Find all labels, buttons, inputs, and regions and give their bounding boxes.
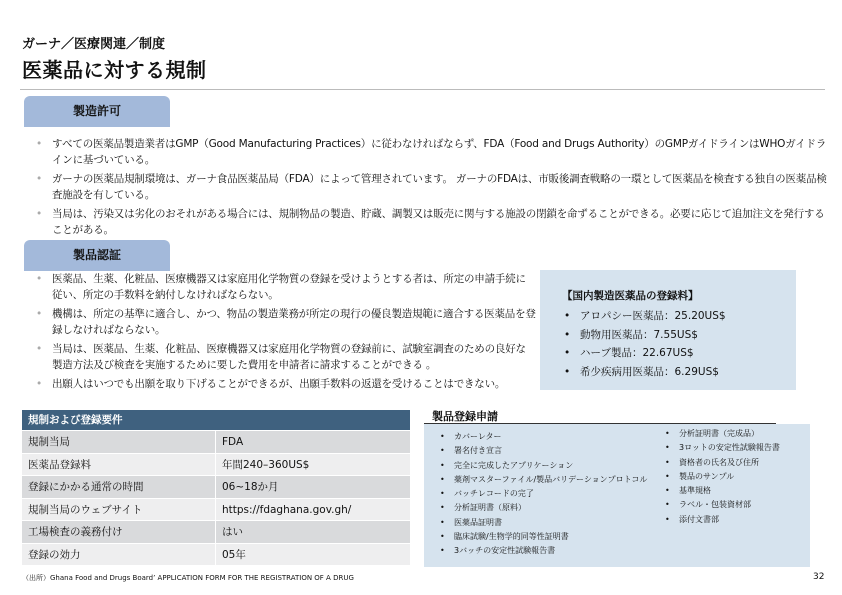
list-item: • 分析証明書（完成品）: [663, 427, 780, 441]
row-value: https://fdaghana.gov.gh/: [222, 503, 352, 516]
list-item: • すべての医薬品製造業者はGMP（Good Manufacturing Practices）に従わなければならず、FDA（Food and Drugs Authority）のGMPガイドラインはWHOガイドラインに基づいている。: [28, 136, 828, 168]
manufacturing-bullets: [28, 136, 828, 241]
application-box: [424, 424, 810, 567]
table-row: [22, 498, 410, 521]
row-label: 規制当局のウェブサイト: [22, 499, 216, 521]
table-row: [22, 475, 410, 498]
list-item: • 分析証明書（原料）: [438, 501, 647, 515]
row-value: FDA: [222, 436, 244, 448]
table-row: [22, 520, 410, 543]
registration-fee-box: [540, 270, 796, 390]
row-label: 登録の効力: [22, 544, 216, 566]
requirements-table: [22, 410, 410, 565]
row-value: 年間240–360US$: [222, 458, 310, 471]
list-item: • 出願人はいつでも出願を取り下げることができるが、出願手数料の返還を受けることはできない。: [28, 376, 536, 392]
list-item: • 基準規格: [663, 484, 780, 498]
row-value: 05年: [222, 548, 246, 561]
page-number: 32: [813, 572, 825, 582]
section-label-manufacturing-license: 製造許可: [24, 96, 170, 127]
breadcrumb: ガーナ／医療関連／制度: [22, 37, 166, 52]
fee-item: • アロパシー医薬品：25.20US$: [562, 307, 796, 326]
list-item: • バッチレコードの完了: [438, 487, 647, 501]
divider: [20, 89, 825, 90]
list-item: • ラベル・包装資材部: [663, 498, 780, 512]
fee-item: • ハーブ製品：22.67US$: [562, 344, 796, 363]
list-item: • 3ロットの安定性試験報告書: [663, 441, 780, 455]
list-item: • 署名付き宣言: [438, 444, 647, 458]
row-value: 06~18か月: [222, 481, 279, 493]
row-label: 医薬品登録料: [22, 454, 216, 476]
list-item: • カバーレター: [438, 430, 647, 444]
table-row: [22, 430, 410, 453]
list-item: • 臨床試験/生物学的同等性証明書: [438, 530, 647, 544]
row-label: 工場検査の義務付け: [22, 521, 216, 543]
list-item: • 完全に完成したアプリケーション: [438, 459, 647, 473]
row-value: はい: [222, 526, 243, 538]
list-item: • 資格者の氏名及び住所: [663, 456, 780, 470]
list-item: • 添付文書部: [663, 513, 780, 527]
table-row: [22, 543, 410, 566]
fee-item: • 動物用医薬品：7.55US$: [562, 326, 796, 345]
certification-bullets: [28, 271, 536, 395]
row-label: 登録にかかる通常の時間: [22, 476, 216, 498]
page-title: 医薬品に対する規制: [22, 58, 207, 82]
application-title: 製品登録申請: [432, 410, 498, 423]
list-item: • 医薬品証明書: [438, 516, 647, 530]
application-list-1: [438, 430, 647, 559]
row-label: 規制当局: [22, 431, 216, 453]
source-note: （出所）Ghana Food and Drugs Board’ APPLICATION FORM FOR THE REGISTRATION OF A DRUG: [22, 574, 354, 582]
list-item: • 医薬品、生薬、化粧品、医療機器又は家庭用化学物質の登録を受けようとする者は、所定の申請手続に従い、所定の手数料を納付しなければならない。: [28, 271, 536, 303]
table-header: 規制および登録要件: [22, 410, 410, 430]
list-item: • 3バッチの安定性試験報告書: [438, 544, 647, 558]
list-item: • 当局は、医薬品、生薬、化粧品、医療機器又は家庭用化学物質の登録前に、試験室調査のための良好な製造方法及び検査を実施するために要した費用を申請者に請求することができる 。: [28, 341, 536, 373]
list-item: • 当局は、汚染又は劣化のおそれがある場合には、規制物品の製造、貯蔵、調製又は販売に関与する施設の閉鎖を命ずることができる。必要に応じて追加注文を発行することがある。: [28, 206, 828, 238]
list-item: • ガーナの医薬品規制環境は、ガーナ食品医薬品局（FDA）によって管理されています。 ガーナのFDAは、市販後調査戦略の一環として医薬品を検査する独自の医薬品検査施設を有している。: [28, 171, 828, 203]
table-row: [22, 453, 410, 476]
section-label-product-certification: 製品認証: [24, 240, 170, 271]
list-item: • 製品のサンプル: [663, 470, 780, 484]
list-item: • 機構は、所定の基準に適合し、かつ、物品の製造業務が所定の現行の優良製造規範に適合する医薬品を登録しなければならない。: [28, 306, 536, 338]
application-list-2: [663, 427, 780, 527]
fee-item: • 希少疾病用医薬品：6.29US$: [562, 363, 796, 382]
fee-box-title: 【国内製造医薬品の登録料】: [562, 290, 699, 302]
list-item: • 薬剤マスターファイル/製品バリデーションプロトコル: [438, 473, 647, 487]
